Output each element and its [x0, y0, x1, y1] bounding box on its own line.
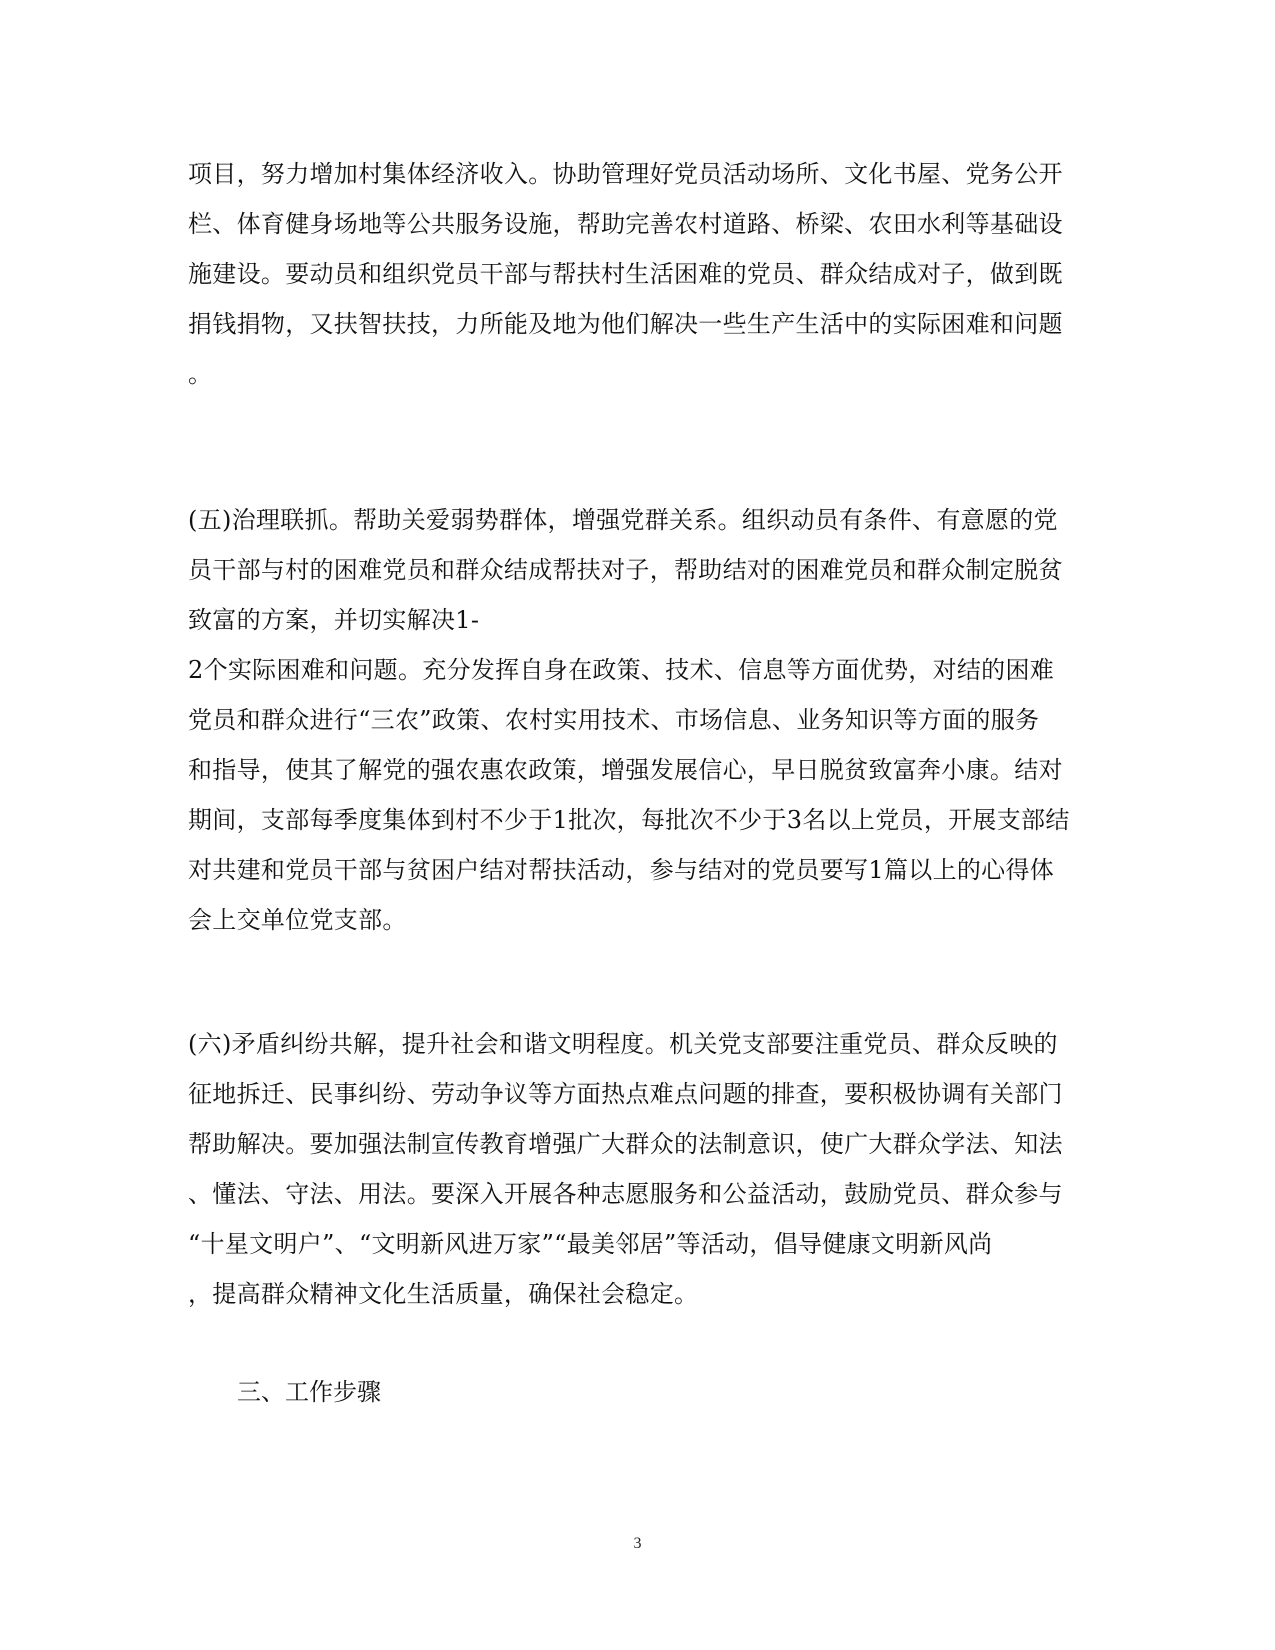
text-line: 期间，支部每季度集体到村不少于1批次，每批次不少于3名以上党员，开展支部结 [188, 806, 1070, 834]
text-line: 施建设。要动员和组织党员干部与帮扶村生活困难的党员、群众结成对子，做到既 [188, 260, 1063, 288]
text-line: 栏、体育健身场地等公共服务设施，帮助完善农村道路、桥梁、农田水利等基础设 [188, 210, 1063, 238]
text-line: 对共建和党员干部与贫困户结对帮扶活动，参与结对的党员要写1篇以上的心得体 [188, 856, 1055, 884]
section-heading: 三、工作步骤 [237, 1378, 381, 1406]
text-line: 和指导，使其了解党的强农惠农政策，增强发展信心，早日脱贫致富奔小康。结对 [188, 756, 1063, 784]
text-line: 征地拆迁、民事纠纷、劳动争议等方面热点难点问题的排查，要积极协调有关部门 [188, 1080, 1063, 1108]
paragraph-project-income [188, 149, 1088, 399]
text-line: 员干部与村的困难党员和群众结成帮扶对子，帮助结对的困难党员和群众制定脱贫 [188, 556, 1063, 584]
text-line: 党员和群众进行“三农”政策、农村实用技术、市场信息、业务知识等方面的服务 [188, 706, 1040, 734]
text-line: 帮助解决。要加强法制宣传教育增强广大群众的法制意识，使广大群众学法、知法 [188, 1130, 1063, 1158]
text-line: 捐钱捐物，又扶智扶技，力所能及地为他们解决一些生产生活中的实际困难和问题 [188, 310, 1063, 338]
page-number: 3 [633, 1535, 642, 1552]
text-line: 2个实际困难和问题。充分发挥自身在政策、技术、信息等方面优势，对结的困难 [188, 656, 1055, 684]
text-line: 致富的方案，并切实解决1- [188, 606, 480, 634]
text-line: (六)矛盾纠纷共解，提升社会和谐文明程度。机关党支部要注重党员、群众反映的 [188, 1030, 1058, 1058]
text-line: 项目，努力增加村集体经济收入。协助管理好党员活动场所、文化书屋、党务公开 [188, 160, 1063, 188]
text-line: 会上交单位党支部。 [188, 906, 407, 934]
text-line: 。 [188, 360, 213, 388]
paragraph-dispute-resolution [188, 1019, 1088, 1319]
text-line: 、懂法、守法、用法。要深入开展各种志愿服务和公益活动，鼓励党员、群众参与 [188, 1180, 1063, 1208]
text-line: ，提高群众精神文化生活质量，确保社会稳定。 [188, 1280, 699, 1308]
text-line: (五)治理联抓。帮助关爱弱势群体，增强党群关系。组织动员有条件、有意愿的党 [188, 506, 1058, 534]
text-line: “十星文明户”、“文明新风进万家”“最美邻居”等活动，倡导健康文明新风尚 [188, 1230, 993, 1258]
paragraph-governance [188, 495, 1088, 945]
